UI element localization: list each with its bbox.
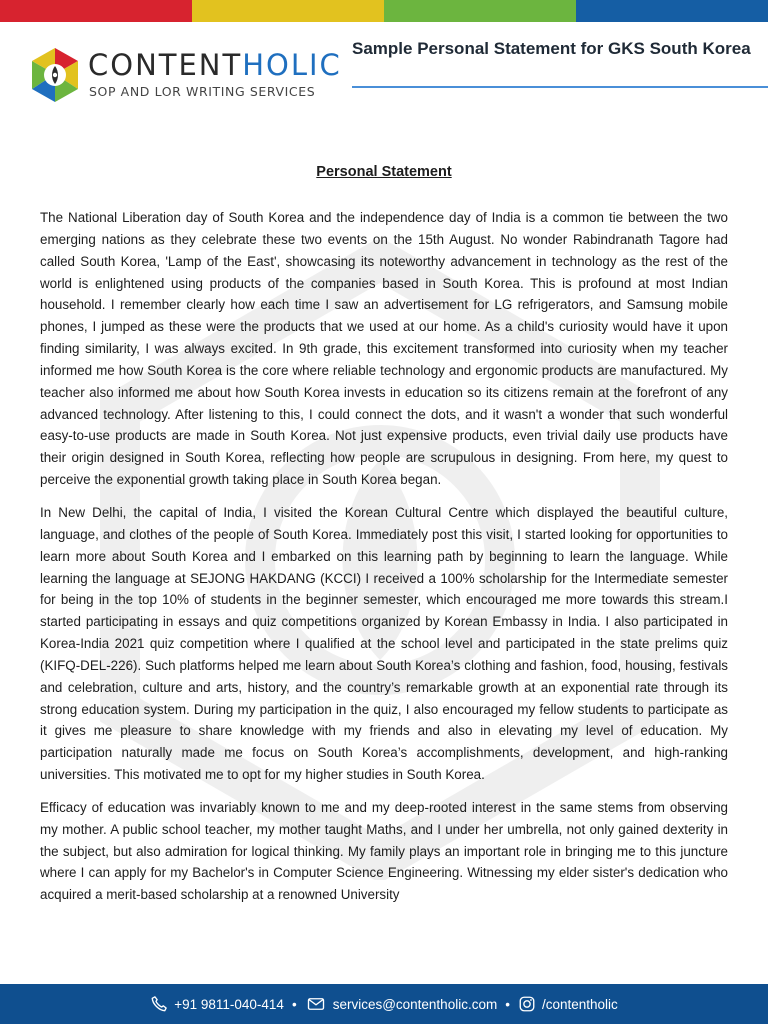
brand-name: CONTENTHOLIC	[88, 48, 342, 82]
document-body	[40, 207, 728, 917]
footer-contact-bar	[0, 984, 768, 1024]
footer-phone[interactable]	[150, 995, 284, 1013]
instagram-icon	[518, 995, 536, 1013]
stripe-blue	[576, 0, 768, 22]
footer-email[interactable]	[305, 995, 498, 1013]
footer-separator: •	[291, 996, 297, 1012]
stripe-red	[0, 0, 192, 22]
social-handle: /contentholic	[541, 996, 618, 1012]
header-divider	[352, 86, 768, 88]
header-title: Sample Personal Statement for GKS South Korea	[352, 39, 751, 58]
document-title: Personal Statement	[316, 164, 452, 180]
paragraph-2: In New Delhi, the capital of India, I visited the Korean Cultural Centre which displayed the beautiful culture, language, and clothes of the people of South Korea. Immediately post this visit, I started looking for opportunities to learn more about South Korea and I embarked on this learning path by beginning to learn the language. While learning the language at SEJONG HAKDANG (KCCI) I received a 100% scholarship for the Intermediate semester for being in the top 10% of students in the beginner semester, which encouraged me more towards this stream.I started participating in essays and quiz competitions organized by Korean Embassy in India. I also participated in Korea-India 2021 quiz competition where I qualified at the school level and participated in the state prelims quiz (KIFQ-DEL-226). Such platforms helped me learn about South Korea’s clothing and fashion, food, housing, festivals and celebration, culture and arts, history, and the country’s remarkable growth at an exponential rate through its strong education system. During my participation in the quiz, I also encouraged my fellow students to participate as it gives me pleasure to share knowledge with my friends and also in elevating my level of education. My participation naturally made me focus on South Korea’s accomplishments, development, and high-ranking universities. This motivated me to opt for my higher studies in South Korea.	[40, 504, 728, 783]
mail-icon	[305, 995, 327, 1013]
footer-separator: •	[505, 996, 510, 1012]
top-color-stripe	[0, 0, 768, 22]
phone-icon	[150, 995, 168, 1013]
stripe-green	[384, 0, 576, 22]
brand-logo	[28, 42, 342, 106]
email-address: services@contentholic.com	[332, 996, 498, 1012]
paragraph-3: Efficacy of education was invariably known to me and my deep-rooted interest in the same stems from observing my mother. A public school teacher, my mother taught Maths, and I under her umbrella, not only gained dexterity in the subject, but also admiration for logical thinking. My family plays an important role in bringing me to this juncture where I can apply for my Bachelor's in Computer Science Engineering. Witnessing my elder sister's dedication who acquired a merit-based scholarship at a renowned University	[40, 799, 728, 903]
brand-tagline: SOP AND LOR WRITING SERVICES	[89, 84, 316, 99]
footer-social[interactable]	[518, 995, 618, 1013]
paragraph-1: The National Liberation day of South Korea and the independence day of India is a common tie between the two emerging nations as they celebrate these two events on the 15th August. No wonder Rabindranath Tagore had called South Korea, 'Lamp of the East', showcasing its noteworthy advancement in technology as the rest of the world is enlightened using products of the companies based in South Korea. This is profound at most Indian household. I remember clearly how each time I saw an advertisement for LG refrigerators, and Samsung mobile phones, I jumped as these were the products that we used at our home. As a child's curiosity would have it upon finding similarity, I was always excited. In 9th grade, this excitement transformed into curiosity when my teacher informed me how South Korea is the core where reliable technology and ergonomic products are manufactured. My teacher also informed me about how South Korea invests in education so its citizens remain at the forefront of any advanced technology. After listening to this, I could connect the dots, and it wasn't a wonder that such wonderful easy-to-use products are made in South Korea. Not just expensive products, even trivial daily use products have their origin designed in South Korea, reflecting how people are scrupulous in designing. From here, my quest to perceive the exponential growth taking place in South Korea began.	[40, 210, 728, 488]
phone-number: +91 9811-040-414	[174, 996, 284, 1012]
stripe-yellow	[192, 0, 384, 22]
hexagon-logo-icon	[28, 46, 82, 104]
